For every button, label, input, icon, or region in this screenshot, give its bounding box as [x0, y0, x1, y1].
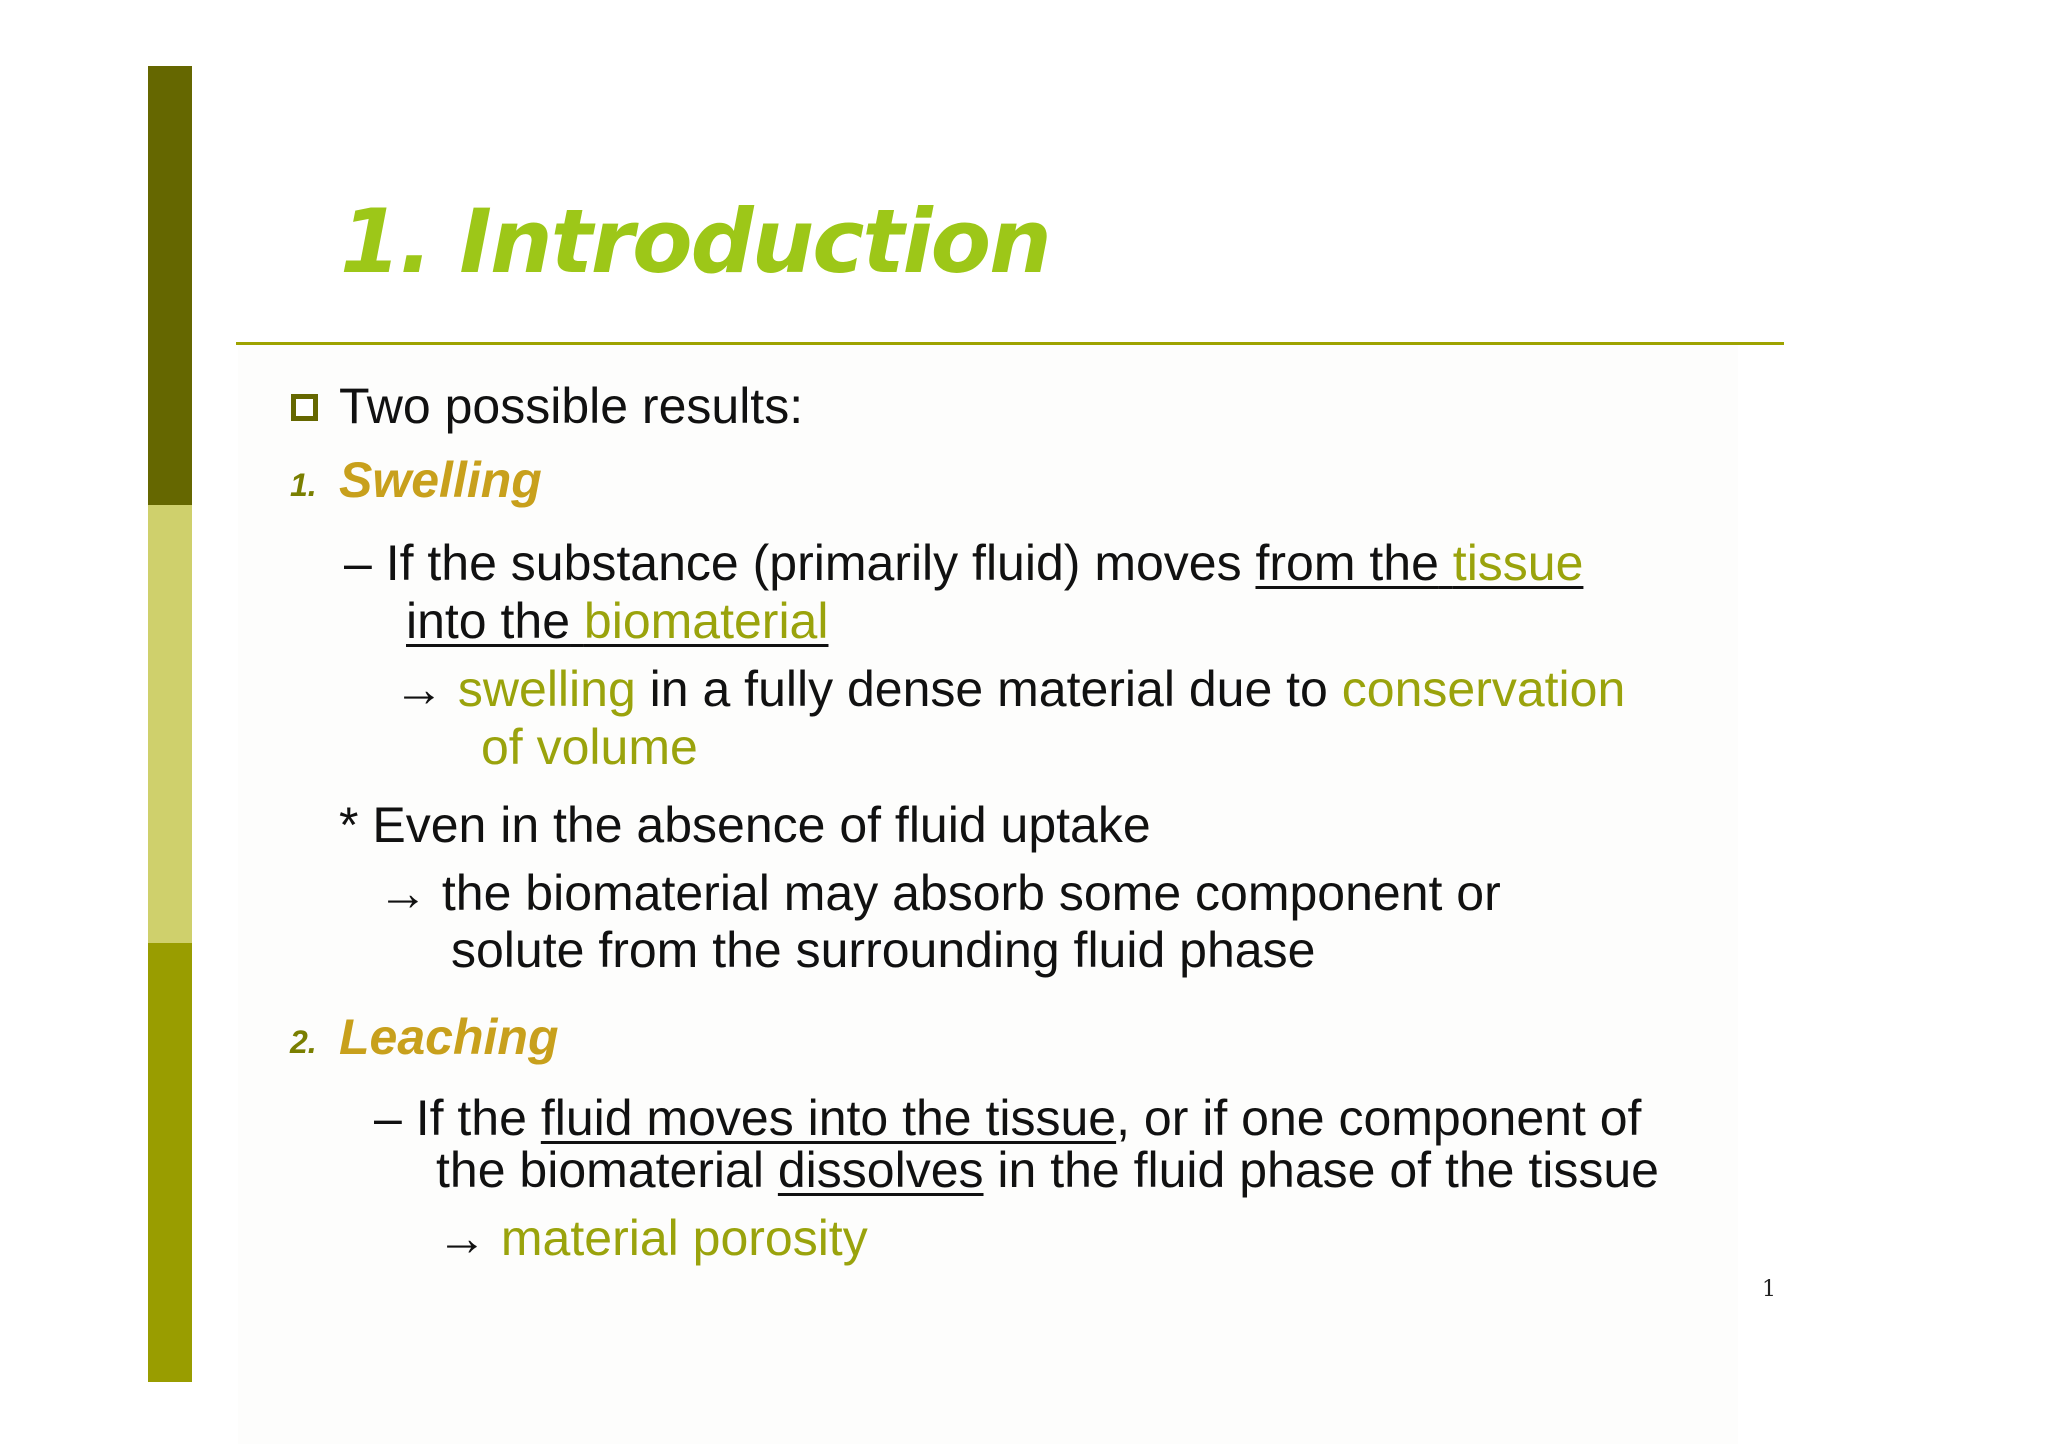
- right-arrow-icon: →: [378, 865, 428, 921]
- right-arrow-icon: →: [437, 1210, 487, 1266]
- result-conservation: conservation: [1341, 661, 1626, 717]
- note-line2-text: the biomaterial may absorb some component or: [441, 865, 1501, 921]
- note-line-1: * Even in the absence of fluid uptake: [339, 797, 1151, 853]
- result-material-porosity: material porosity: [500, 1210, 868, 1266]
- sidebar-accent-bar: [148, 66, 192, 1382]
- sidebar-segment-mid: [148, 943, 192, 1382]
- leaching-text-2: , or if one component of: [1116, 1090, 1642, 1146]
- leaching-text-3: the biomaterial: [436, 1142, 764, 1198]
- underlined-from-the: from the: [1255, 535, 1439, 591]
- page-number: 1: [1762, 1277, 1776, 1302]
- item-heading-swelling: Swelling: [339, 452, 542, 508]
- note-line-2: [378, 865, 1501, 921]
- item-number-1: 1.: [290, 467, 317, 503]
- hollow-square-bullet-icon: [291, 394, 318, 421]
- swelling-result-line-2: of volume: [481, 719, 698, 775]
- sidebar-segment-dark: [148, 66, 192, 505]
- dash: –: [374, 1090, 402, 1146]
- underlined-tissue: tissue: [1452, 535, 1584, 591]
- item-heading-leaching: Leaching: [339, 1009, 559, 1065]
- swelling-line-1: [344, 535, 1584, 591]
- item-number-2: 2.: [290, 1024, 317, 1060]
- swelling-result-line-1: [394, 661, 1626, 717]
- right-arrow-icon: →: [394, 661, 444, 717]
- leaching-text-1: If the: [415, 1090, 527, 1146]
- result-swelling: swelling: [457, 661, 636, 717]
- leaching-line-2: [436, 1142, 1659, 1198]
- swelling-line2-underlined: [406, 593, 828, 649]
- result-text: in a fully dense material due to: [649, 661, 1328, 717]
- leaching-line-1: [374, 1090, 1642, 1146]
- dash: –: [344, 535, 372, 591]
- title-divider: [236, 342, 1784, 345]
- swelling-line-2: [406, 593, 829, 649]
- sidebar-segment-light: [148, 505, 192, 943]
- slide-title: 1. Introduction: [340, 190, 1050, 293]
- swelling-line1-text: If the substance (primarily fluid) moves: [385, 535, 1242, 591]
- leaching-result-line: [437, 1210, 868, 1266]
- leaching-underlined-2: dissolves: [777, 1142, 984, 1198]
- underlined-biomaterial: biomaterial: [583, 593, 829, 649]
- note-line-3: solute from the surrounding fluid phase: [451, 922, 1316, 978]
- swelling-line1-underlined: [1255, 535, 1583, 591]
- intro-text: Two possible results:: [339, 378, 804, 434]
- underlined-into-the: into the: [406, 593, 571, 649]
- leaching-underlined-1: fluid moves into the tissue: [540, 1090, 1117, 1146]
- leaching-text-4: in the fluid phase of the tissue: [997, 1142, 1659, 1198]
